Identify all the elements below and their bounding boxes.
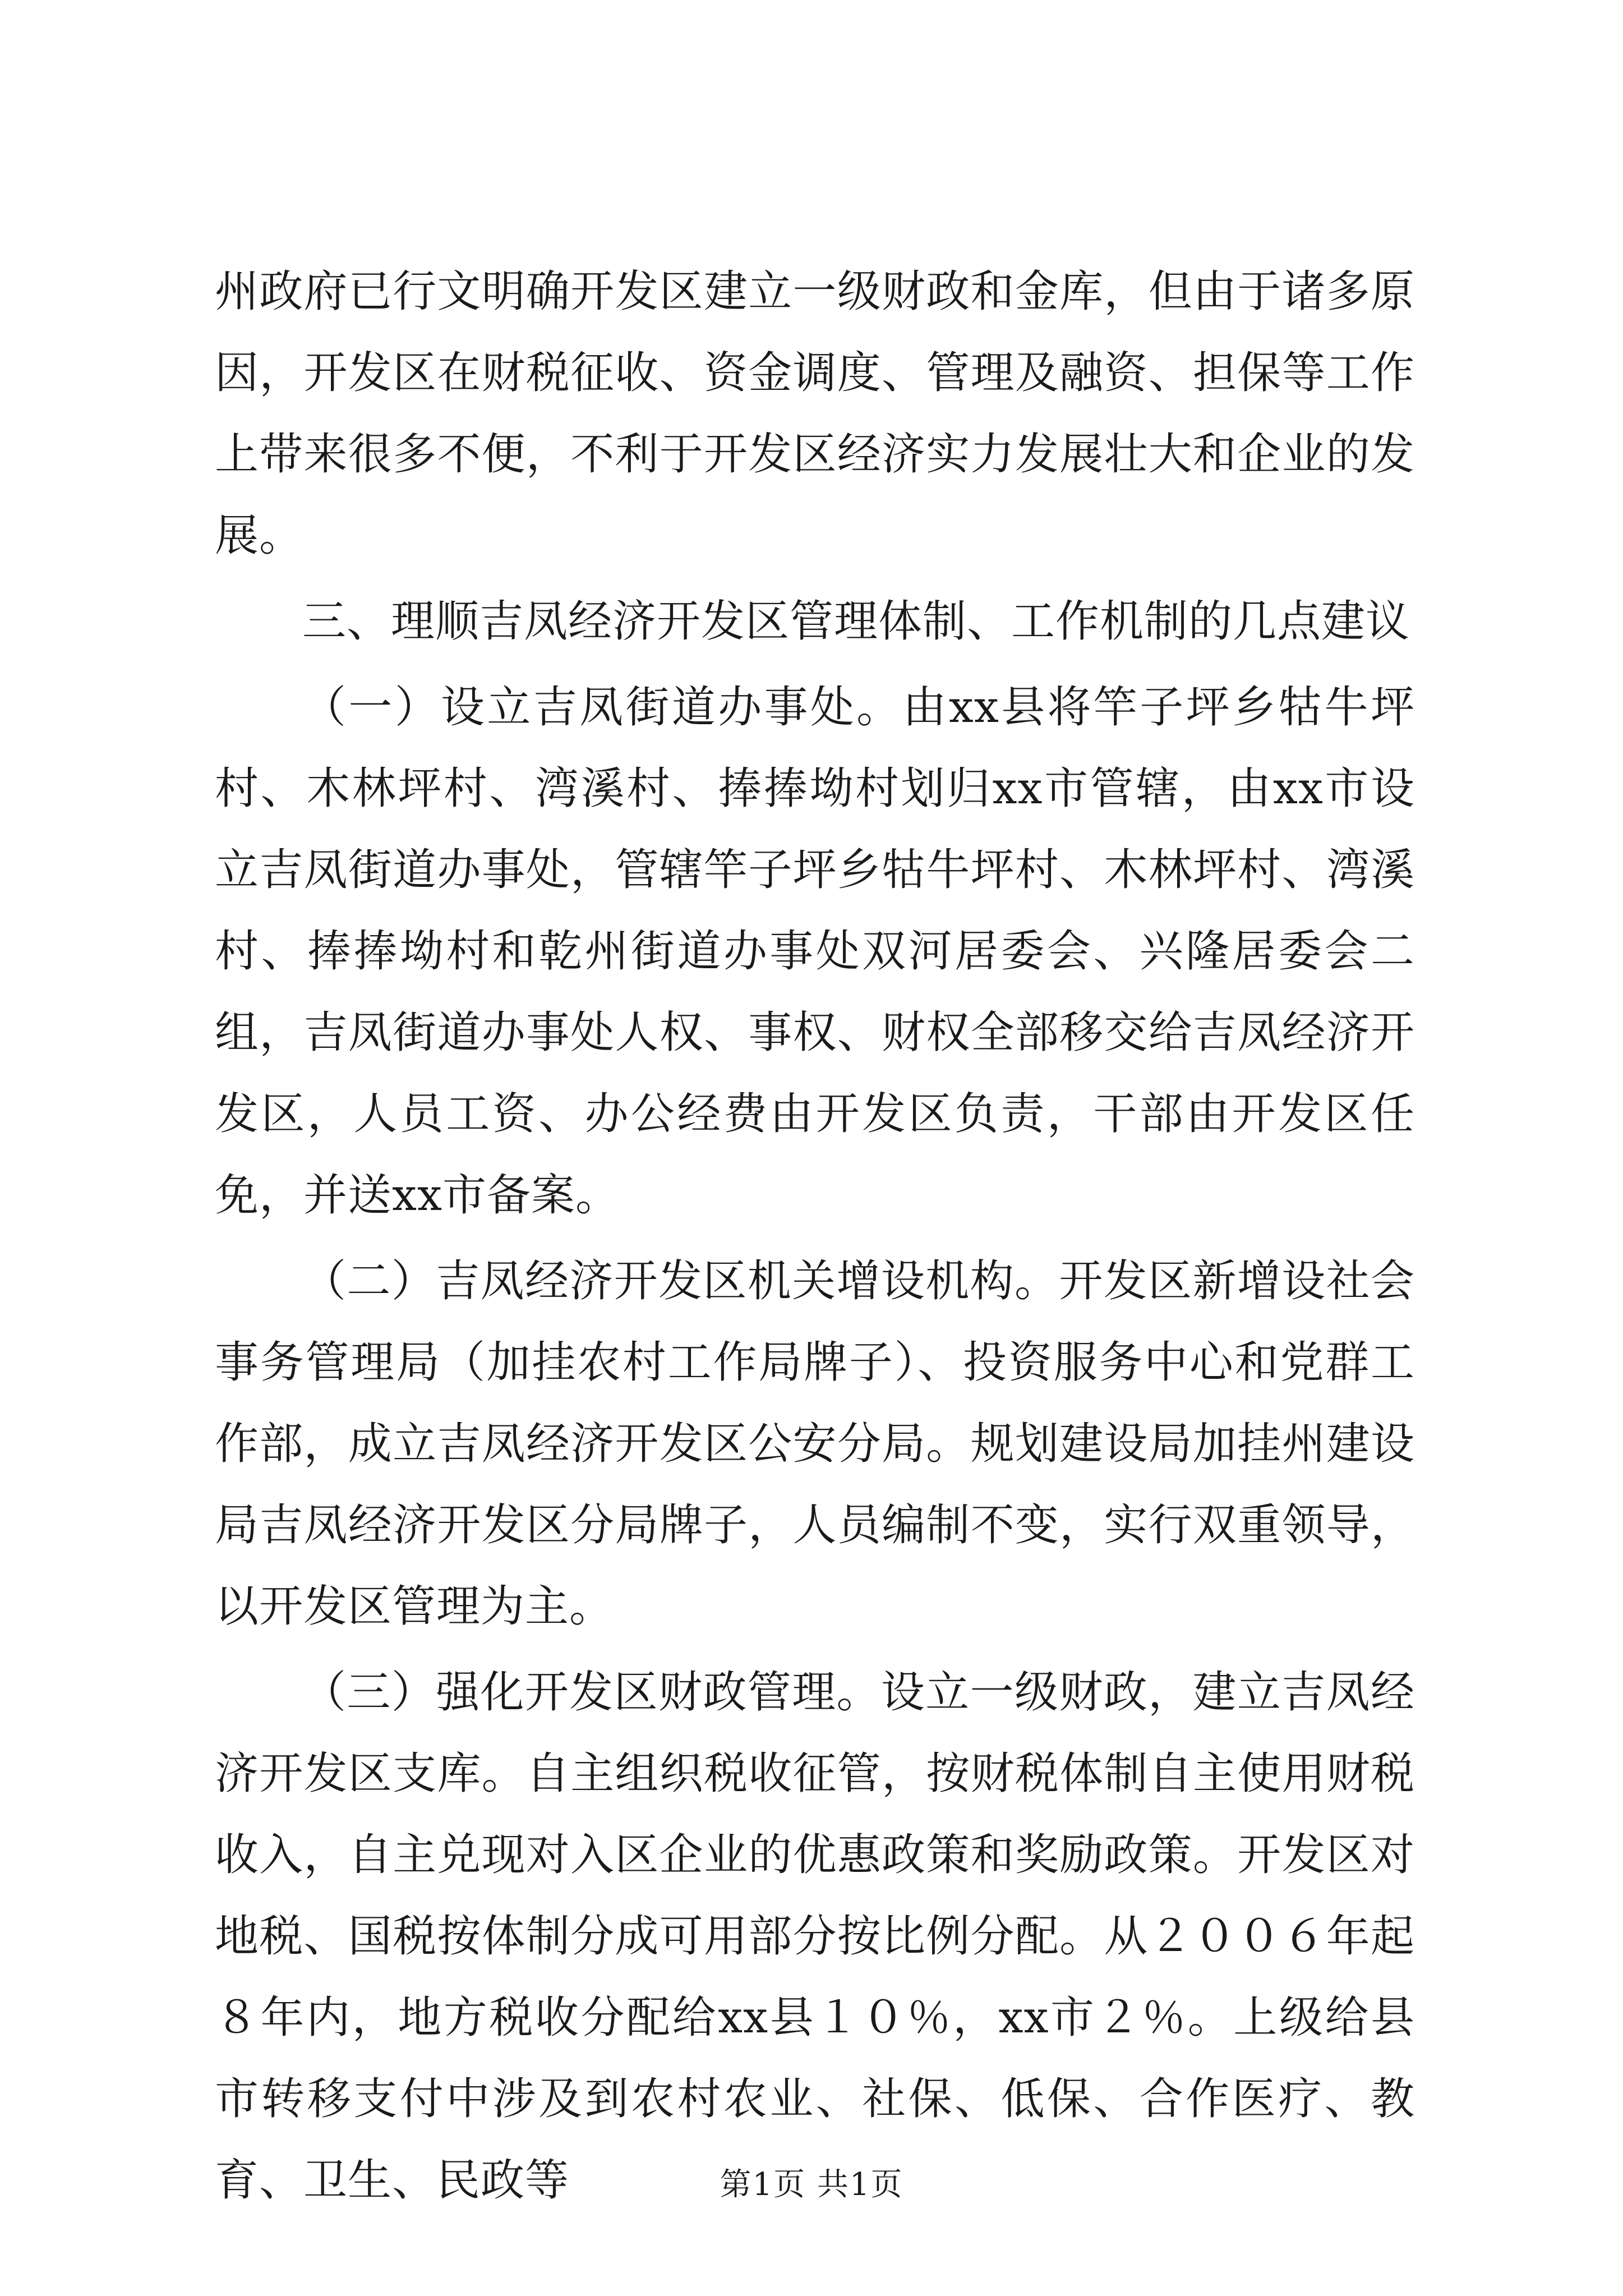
paragraph-continuation: 州政府已行文明确开发区建立一级财政和金库，但由于诸多原因，开发区在财税征收、资金调度、管理及融资、担保等工作上带来很多不便，不利于开发区经济实力发展壮大和企业的发展。 [215,266,1415,561]
section-heading: 三、理顺吉凤经济开发区管理体制、工作机制的几点建议 [302,596,1410,647]
page-number-footer: 第1页 共1页 [720,2166,903,2203]
paragraph-item-2: （二）吉凤经济开发区机关增设机构。开发区新增设社会事务管理局（加挂农村工作局牌子）、投资服务中心和党群工作部，成立吉凤经济开发区公安分局。规划建设局加挂州建设局吉凤经济开发区分局牌子，人员编制不变，实行双重领导，以开发区管理为主。 [215,1256,1415,1632]
document-body [215,251,1415,2226]
paragraph-item-1: （一）设立吉凤街道办事处。由xx县将竿子坪乡牯牛坪村、木林坪村、湾溪村、捧捧坳村划归xx市管辖，由xx市设立吉凤街道办事处，管辖竿子坪乡牯牛坪村、木林坪村、湾溪村、捧捧坳村和乾州街道办事处双河居委会、兴隆居委会二组，吉凤街道办事处人权、事权、财权全部移交给吉凤经济开发区，人员工资、办公经费由开发区负责，干部由开发区任免，并送xx市备案。 [215,682,1415,1221]
paragraph-item-3: （三）强化开发区财政管理。设立一级财政，建立吉凤经济开发区支库。自主组织税收征管，按财税体制自主使用财税收入，自主兑现对入区企业的优惠政策和奖励政策。开发区对地税、国税按体制分成可用部分按比例分配。从２００６年起８年内，地方税收分配给xx县１０％，xx市２％。上级给县市转移支付中涉及到农村农业、社保、低保、合作医疗、教育、卫生、民政等 [215,1667,1415,2206]
